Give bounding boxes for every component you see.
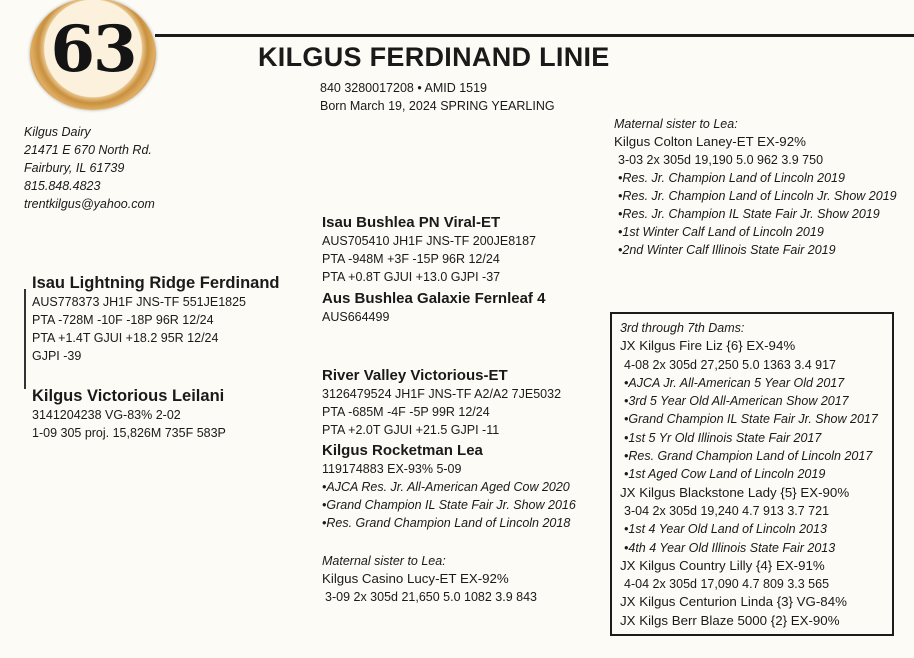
consignor-phone: 815.848.4823 (24, 179, 101, 193)
ancestor-dam-award: •1st 5 Yr Old Illinois State Fair 2017 (624, 430, 822, 445)
ancestor-dam-name: JX Kilgs Berr Blaze 5000 {2} EX-90% (620, 612, 840, 628)
ancestor-dam-award: •1st 4 Year Old Land of Lincoln 2013 (624, 522, 827, 537)
dam-dam-award: •AJCA Res. Jr. All-American Aged Cow 2020 (322, 480, 570, 494)
maternal-sister-record: 3-09 2x 305d 21,650 5.0 1082 3.9 843 (325, 590, 537, 604)
dam-dam-detail: 119174883 EX-93% 5-09 (322, 462, 462, 476)
ancestor-dam-award: •Res. Grand Champion Land of Lincoln 2017 (624, 449, 873, 464)
ancestor-dam-award: •3rd 5 Year Old All-American Show 2017 (624, 394, 849, 409)
sire-sire-detail: AUS705410 JH1F JNS-TF 200JE8187 (322, 234, 536, 248)
ancestor-dam-name: JX Kilgus Blackstone Lady {5} EX-90% (620, 484, 850, 500)
ancestor-dam-award: •4th 4 Year Old Illinois State Fair 2013 (624, 540, 836, 555)
dam-sire-detail: 3126479524 JH1F JNS-TF A2/A2 7JE5032 (322, 387, 562, 401)
pedigree-connector (24, 289, 26, 389)
sire-detail: GJPI -39 (32, 349, 82, 363)
ancestor-dam-name: JX Kilgus Country Lilly {4} EX-91% (620, 557, 825, 573)
dam-block (32, 386, 226, 442)
sire-block (32, 273, 280, 365)
sire-sire-detail: PTA +0.8T GJUI +13.0 GJPI -37 (322, 270, 501, 284)
maternal-sister-block (322, 552, 537, 606)
ancestor-dam-record: 4-04 2x 305d 17,090 4.7 809 3.3 565 (624, 577, 830, 592)
sire-sire-block (322, 213, 536, 286)
ancestor-dam-award: •Grand Champion IL State Fair Jr. Show 2017 (624, 412, 878, 427)
animal-ids: 840 3280017208 • AMID 1519 (320, 81, 488, 95)
sire-name: Isau Lightning Ridge Ferdinand (32, 274, 280, 292)
maternal-sister-award: •Res. Jr. Champion IL State Fair Jr. Show 2019 (618, 207, 880, 221)
consignor-address-line1: 21471 E 670 North Rd. (24, 143, 152, 157)
maternal-sister-award: •Res. Jr. Champion Land of Lincoln 2019 (618, 171, 845, 185)
dam-detail: 1-09 305 proj. 15,826M 735F 583P (32, 426, 226, 440)
sire-detail: PTA -728M -10F -18P 96R 12/24 (32, 313, 214, 327)
ancestor-dams-box (610, 312, 894, 636)
maternal-sister-record: 3-03 2x 305d 19,190 5.0 962 3.9 750 (618, 153, 824, 167)
sire-dam-detail: AUS664499 (322, 310, 390, 324)
maternal-sister-award: •1st Winter Calf Land of Lincoln 2019 (618, 225, 824, 239)
sire-detail: AUS778373 JH1F JNS-TF 551JE1825 (32, 295, 246, 309)
consignor-name: Kilgus Dairy (24, 125, 91, 139)
ancestor-dam-record: 4-08 2x 305d 27,250 5.0 1363 3.4 917 (624, 357, 836, 372)
sire-sire-detail: PTA -948M +3F -15P 96R 12/24 (322, 252, 500, 266)
dam-dam-block (322, 441, 576, 532)
maternal-sister-award: •2nd Winter Calf Illinois State Fair 2019 (618, 243, 836, 257)
maternal-sister-award: •Res. Jr. Champion Land of Lincoln Jr. Show 2019 (618, 189, 897, 203)
header-rule (155, 34, 914, 37)
sire-dam-block (322, 289, 545, 326)
dam-sire-detail: PTA -685M -4F -5P 99R 12/24 (322, 405, 490, 419)
maternal-sister-label: Maternal sister to Lea: (322, 554, 446, 568)
lot-number: 63 (50, 12, 136, 87)
dam-sire-detail: PTA +2.0T GJUI +21.5 GJPI -11 (322, 423, 500, 437)
maternal-sister-label: Maternal sister to Lea: (614, 117, 738, 131)
consignor-email: trentkilgus@yahoo.com (24, 197, 155, 211)
consignor-block (24, 123, 155, 213)
ancestor-dams-list (620, 319, 878, 630)
maternal-sister-block (614, 115, 897, 259)
dam-dam-name: Kilgus Rocketman Lea (322, 442, 483, 459)
dam-detail: 3141204238 VG-83% 2-02 (32, 408, 181, 422)
ancestor-dams-heading: 3rd through 7th Dams: (620, 321, 745, 335)
dam-sire-name: River Valley Victorious-ET (322, 367, 508, 384)
consignor-address-line2: Fairbury, IL 61739 (24, 161, 125, 175)
ancestor-dam-name: JX Kilgus Centurion Linda {3} VG-84% (620, 594, 847, 610)
sire-detail: PTA +1.4T GJUI +18.2 95R 12/24 (32, 331, 219, 345)
ancestor-dam-award: •1st Aged Cow Land of Lincoln 2019 (624, 467, 826, 482)
dam-sire-block (322, 366, 561, 439)
lot-number-badge (30, 0, 156, 110)
dam-dam-award: •Res. Grand Champion Land of Lincoln 2018 (322, 516, 571, 530)
dam-name: Kilgus Victorious Leilani (32, 387, 225, 405)
animal-title: KILGUS FERDINAND LINIE (258, 42, 610, 72)
animal-birth: Born March 19, 2024 SPRING YEARLING (320, 99, 555, 113)
ancestor-dam-name: JX Kilgus Fire Liz {6} EX-94% (620, 338, 796, 354)
sire-sire-name: Isau Bushlea PN Viral-ET (322, 214, 501, 231)
ancestor-dam-award: •AJCA Jr. All-American 5 Year Old 2017 (624, 375, 845, 390)
maternal-sister-name: Kilgus Casino Lucy-ET EX-92% (322, 571, 509, 586)
sire-dam-name: Aus Bushlea Galaxie Fernleaf 4 (322, 290, 546, 307)
dam-dam-award: •Grand Champion IL State Fair Jr. Show 2016 (322, 498, 576, 512)
maternal-sister-name: Kilgus Colton Laney-ET EX-92% (614, 134, 806, 149)
ancestor-dam-record: 3-04 2x 305d 19,240 4.7 913 3.7 721 (624, 503, 830, 518)
